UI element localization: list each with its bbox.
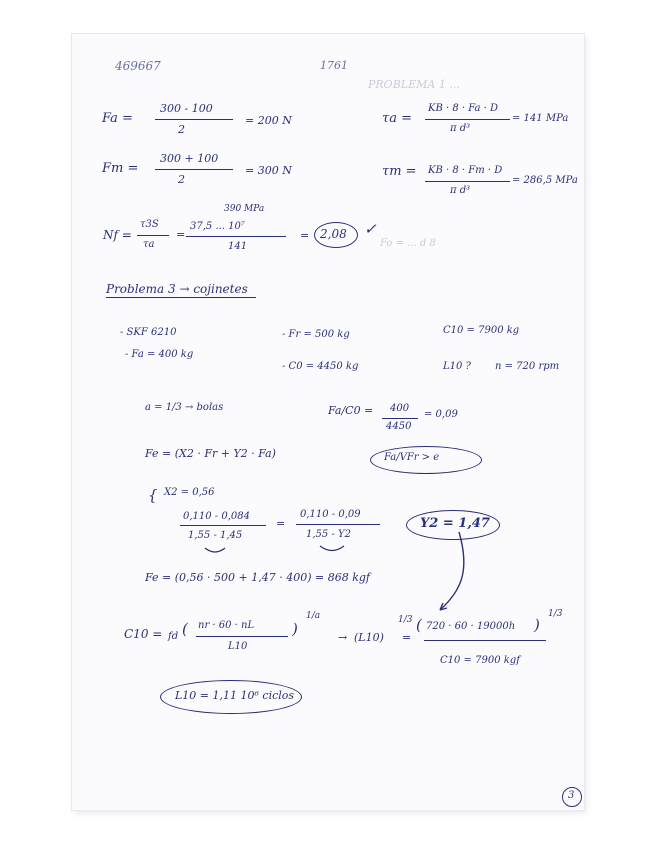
tau-m-label: τm = [382,164,417,179]
fa-c0-den: 4450 [386,421,412,432]
fe-condition: Fa/VFr > e [384,452,440,463]
problem-title: Problema 3 → cojinetes [106,282,248,296]
y2-result: Y2 = 1,47 [420,516,490,531]
l10-outer-exp: 1/3 [548,609,563,619]
tau-a-numerator: KB · 8 · Fa · D [428,103,499,114]
c10-value: C10 = 7900 kgf [440,655,520,666]
paren-close: ) [292,620,298,638]
c10-fd: fd [168,631,179,642]
fa-c0-label: Fa/C0 = [328,404,374,417]
curved-arrow [440,532,464,610]
equals-sign: = [402,631,412,644]
equals-sign: = [276,517,286,530]
l10-paren: (L10) [354,631,384,644]
tau-m-result: = 286,5 MPa [512,175,578,186]
paren-open: ( [182,620,188,638]
checkmark-icon: ✓ [364,220,377,238]
nf-top-note: 390 MPa [224,204,265,214]
page-number: 3 [568,790,575,801]
interp-arc [320,546,344,551]
nf-equals: = [176,228,186,241]
given-fr: - Fr = 500 kg [282,329,350,340]
given-c10: C10 = 7900 kg [443,325,520,336]
paren-open: ( [416,616,422,634]
fa-result: = 200 N [245,114,292,127]
given-bearing: - SKF 6210 [120,327,177,338]
nf-result: 2,08 [320,227,347,241]
l10-num: 720 · 60 · 19000h [426,621,516,632]
interp2-num: 0,110 - 0,09 [300,509,361,520]
c10-num: nr · 60 · nL [198,620,255,631]
fa-c0-result: = 0,09 [424,409,458,420]
interp2-den: 1,55 - Y2 [306,529,351,540]
fm-result: = 300 N [245,164,292,177]
fe-result: Fe = (0,56 · 500 + 1,47 · 400) = 868 kgf [145,571,370,584]
c10-den: L10 [228,641,248,652]
header-number-left: 469667 [115,59,161,73]
tau-a-result: = 141 MPa [512,113,569,124]
fa-c0-num: 400 [390,403,410,414]
tau-m-denominator: π d³ [450,185,471,196]
fm-numerator: 300 + 100 [160,152,219,165]
ghost-text: Fo = ... d 8 [380,238,436,249]
interp1-den: 1,55 - 1,45 [188,530,243,541]
nf-frac2-num: 37,5 ... 10⁷ [190,221,245,232]
nf-frac1-den: τa [143,239,155,250]
fe-formula: Fe = (X2 · Fr + Y2 · Fa) [145,447,276,460]
l10-exp: 1/3 [398,615,413,625]
nf-frac2-den: 141 [228,241,248,252]
final-answer: L10 = 1,11 10⁶ ciclos [175,689,295,702]
c10-label: C10 = [124,627,163,641]
c10-exp: 1/a [306,611,321,621]
nf-frac1-num: τ3S [140,219,159,230]
arrow-icon: → [338,631,348,644]
tau-a-denominator: π d³ [450,123,471,134]
x2-value: X2 = 0,56 [164,487,215,498]
given-fa: - Fa = 400 kg [125,349,194,360]
nf-label: Nf = [103,228,132,242]
given-l10: L10 ? [443,361,471,372]
fa-denominator: 2 [178,123,185,136]
interp-arc [205,548,225,552]
interp1-num: 0,110 - 0,084 [183,511,250,522]
fm-label: Fm = [102,161,139,176]
ghost-text: PROBLEMA 1 ... [368,78,460,91]
paren-close: ) [534,616,540,634]
header-number-right: 1761 [320,59,348,72]
brace-icon: { [148,486,158,504]
tau-a-label: τa = [382,111,412,126]
tau-m-numerator: KB · 8 · Fm · D [428,165,503,176]
exponent-a: a = 1/3 → bolas [145,402,224,413]
given-n: n = 720 rpm [495,361,560,372]
fa-label: Fa = [102,111,133,126]
equals-sign: = [300,229,310,242]
fm-denominator: 2 [178,173,185,186]
given-c0: - C0 = 4450 kg [282,361,359,372]
fa-numerator: 300 - 100 [160,102,213,115]
